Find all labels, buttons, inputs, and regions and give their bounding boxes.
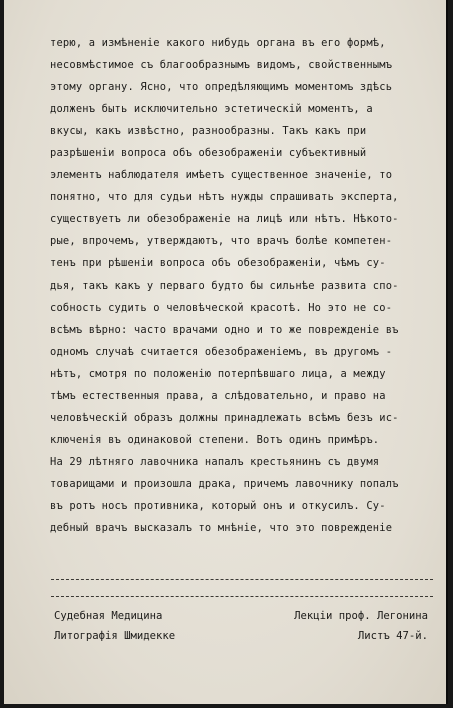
lecturer-credit: Лекціи проф. Легонина	[294, 610, 428, 622]
footer-divider	[51, 579, 433, 580]
text-line: тѣмъ естественныя права, а слѣдовательно, и право на	[50, 389, 386, 402]
text-line: элементъ наблюдателя имѣетъ существенное значеніе, то	[50, 169, 393, 182]
text-line: этому органу. Ясно, что опредѣляющимъ моментомъ здѣсь	[50, 81, 393, 94]
text-line: несовмѣстимое съ благообразнымъ видомъ, свойственнымъ	[50, 59, 393, 72]
text-line: нѣтъ, смотря по положенію потерпѣвшаго лица, а между	[50, 367, 386, 380]
text-line: одномъ случаѣ считается обезображеніемъ, въ другомъ -	[50, 345, 393, 358]
text-line: всѣмъ вѣрно: часто врачами одно и то же поврежденіе въ	[50, 323, 399, 336]
footer-row	[54, 610, 434, 622]
text-line: терю, а измѣненіе какого нибудь органа въ его формѣ,	[50, 37, 386, 49]
text-line: понятно, что для судьи нѣтъ нужды спрашивать эксперта,	[50, 191, 399, 204]
lecture-text	[50, 32, 438, 539]
text-line: разрѣшеніи вопроса объ обезображеніи субъективный	[50, 147, 367, 160]
text-line: въ ротъ носъ противника, который онъ и откусилъ. Су-	[50, 499, 386, 512]
text-line: собность судить о человѣческой красотѣ. Но это не со-	[50, 301, 393, 314]
text-line: человѣческій образъ должны принадлежать всѣмъ безъ ис-	[50, 411, 399, 424]
footer-divider	[51, 596, 433, 597]
course-title: Судебная Медицина	[54, 610, 163, 622]
sheet-number: Листъ 47-й.	[357, 630, 428, 642]
text-line: дебный врачъ высказалъ то мнѣніе, что это поврежденіе	[50, 522, 393, 535]
printer-credit: Литографія Шмидекке	[54, 630, 176, 642]
text-line: долженъ быть исключительно эстетическій моментъ, а	[50, 103, 373, 116]
text-line: существуетъ ли обезображеніе на лицѣ или нѣтъ. Нѣкото-	[50, 213, 399, 226]
text-line: дья, такъ какъ у перваго будто бы сильнѣе развита спо-	[50, 279, 399, 292]
footer-row	[54, 630, 434, 642]
text-line: товарищами и произошла драка, причемъ лавочнику попалъ	[50, 477, 399, 490]
text-line: тенъ при рѣшеніи вопроса объ обезображеніи, чѣмъ су-	[50, 257, 386, 270]
document-page	[4, 0, 448, 704]
text-line: рые, впрочемъ, утверждаютъ, что врачъ болѣе компетен-	[50, 235, 393, 248]
text-line: вкусы, какъ извѣстно, разнообразны. Такъ какъ при	[50, 125, 367, 138]
text-line: На 29 лѣтняго лавочника напалъ крестьянинъ съ двумя	[50, 455, 380, 468]
text-line: ключенія въ одинаковой степени. Вотъ одинъ примѣръ.	[50, 433, 380, 446]
